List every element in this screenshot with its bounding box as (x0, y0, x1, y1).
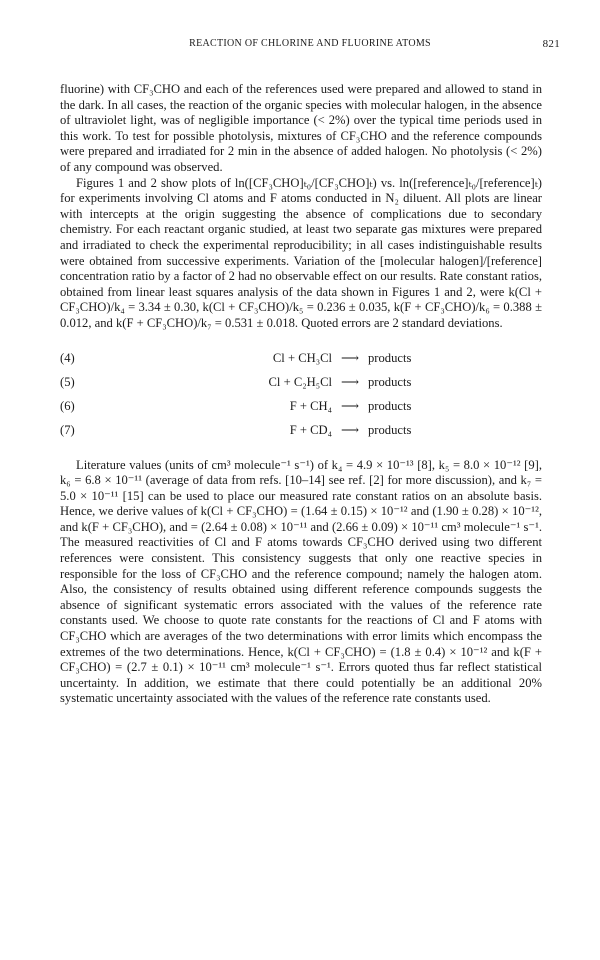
equation-number: (4) (60, 350, 75, 365)
equation-products: products (368, 422, 412, 437)
equation-number: (6) (60, 398, 75, 413)
paragraph-sample-preparation: fluorine) with CF₃CHO and each of the references used were prepared and allowed to stand in the dark. In all cases, the reaction of the organic species with molecular halogen, in the absence of ultraviolet light, was of negligible importance (< 2%) over the typical time periods used in this work. To test for possible photolysis, mixtures of CF₃CHO and the reference compounds were prepared and irradiated for 2 min in the absence of added halogen. No photolysis (< 2%) of any compound was observed. (60, 82, 542, 174)
equation-6 (60, 394, 542, 418)
page-number: 821 (542, 38, 560, 50)
equation-number: (5) (60, 374, 75, 389)
paragraph-rate-ratios: Figures 1 and 2 show plots of ln([CF₃CHO]ₜ₀/[CF₃CHO]ₜ) vs. ln([reference]ₜ₀/[reference]ₜ) for experiments involving Cl atoms and F atoms conducted in N₂ diluent. All plots are linear with intercepts at the origin suggesting the absence of complications due to secondary chemistry. For each reactant organic studied, at least two separate gas mixtures were prepared and irradiated to check the experimental reproducibility; in all cases indistinguishable results were obtained from successive experiments. Variation of the [molecular halogen]/[reference] concentration ratio by a factor of 2 had no observable effect on our results. Rate constant ratios, obtained from linear least squares analysis of the data shown in Figures 1 and 2, were k(Cl + CF₃CHO)/k₄ = 3.34 ± 0.30, k(Cl + CF₃CHO)/k₅ = 0.236 ± 0.035, k(F + CF₃CHO)/k₆ = 0.388 ± 0.012, and k(F + CF₃CHO)/k₇ = 0.531 ± 0.018. Quoted errors are 2 standard deviations. (60, 175, 542, 330)
reaction-arrow-icon: ⟶ (340, 350, 360, 365)
equation-7 (60, 418, 542, 442)
equation-reactants: Cl + C₂H₅Cl (268, 374, 332, 389)
running-title: REACTION OF CHLORINE AND FLUORINE ATOMS (189, 38, 431, 49)
equation-reactants: F + CH₄ (289, 398, 332, 413)
equation-products: products (368, 374, 412, 389)
reaction-arrow-icon: ⟶ (340, 374, 360, 389)
running-head (60, 38, 560, 49)
equation-number: (7) (60, 422, 75, 437)
article-body (60, 82, 542, 707)
paragraph-absolute-rate-constants: Literature values (units of cm³ molecule⁻¹ s⁻¹) of k₄ = 4.9 × 10⁻¹³ [8], k₅ = 8.0 × 10⁻¹² [9], k₆ = 6.8 × 10⁻¹¹ (average of data from refs. [10–14] see ref. [2] for more discussion), and k₇ = 5.0 × 10⁻¹¹ [15] can be used to place our measured rate constant ratios on an absolute basis. Hence, we derive values of k(Cl + CF₃CHO) = (1.64 ± 0.15) × 10⁻¹² and (1.90 ± 0.28) × 10⁻¹², and k(F + CF₃CHO), and = (2.64 ± 0.08) × 10⁻¹¹ and (2.66 ± 0.09) × 10⁻¹¹ cm³ molecule⁻¹ s⁻¹. The measured reactivities of Cl and F atoms towards CF₃CHO derived using two different references were consistent. This consistency suggests that only one reactive species in responsible for the loss of CF₃CHO and the reference compound; namely the halogen atom. Also, the consistency of results obtained using different reference compounds suggests the absence of significant systematic errors associated with the values of the reference rate constants used. We choose to quote rate constants for the reactions of Cl and F atoms with CF₃CHO which are averages of the two determinations with error limits which encompass the extremes of the two determinations. Hence, k(Cl + CF₃CHO) = (1.8 ± 0.4) × 10⁻¹² and k(F + CF₃CHO) = (2.7 ± 0.1) × 10⁻¹¹ cm³ molecule⁻¹ s⁻¹. Errors quoted thus far reflect statistical uncertainty. In addition, we estimate that there could potentially be an additional 20% systematic uncertainty associated with the values of the reference rate constants used. (60, 457, 542, 706)
reaction-arrow-icon: ⟶ (340, 422, 360, 437)
equation-reactants: F + CD₄ (289, 422, 332, 437)
equation-products: products (368, 350, 412, 365)
equation-products: products (368, 398, 412, 413)
equation-5 (60, 370, 542, 394)
reaction-arrow-icon: ⟶ (340, 398, 360, 413)
reaction-equations (60, 346, 542, 442)
equation-reactants: Cl + CH₃Cl (272, 350, 332, 365)
equation-4 (60, 346, 542, 370)
